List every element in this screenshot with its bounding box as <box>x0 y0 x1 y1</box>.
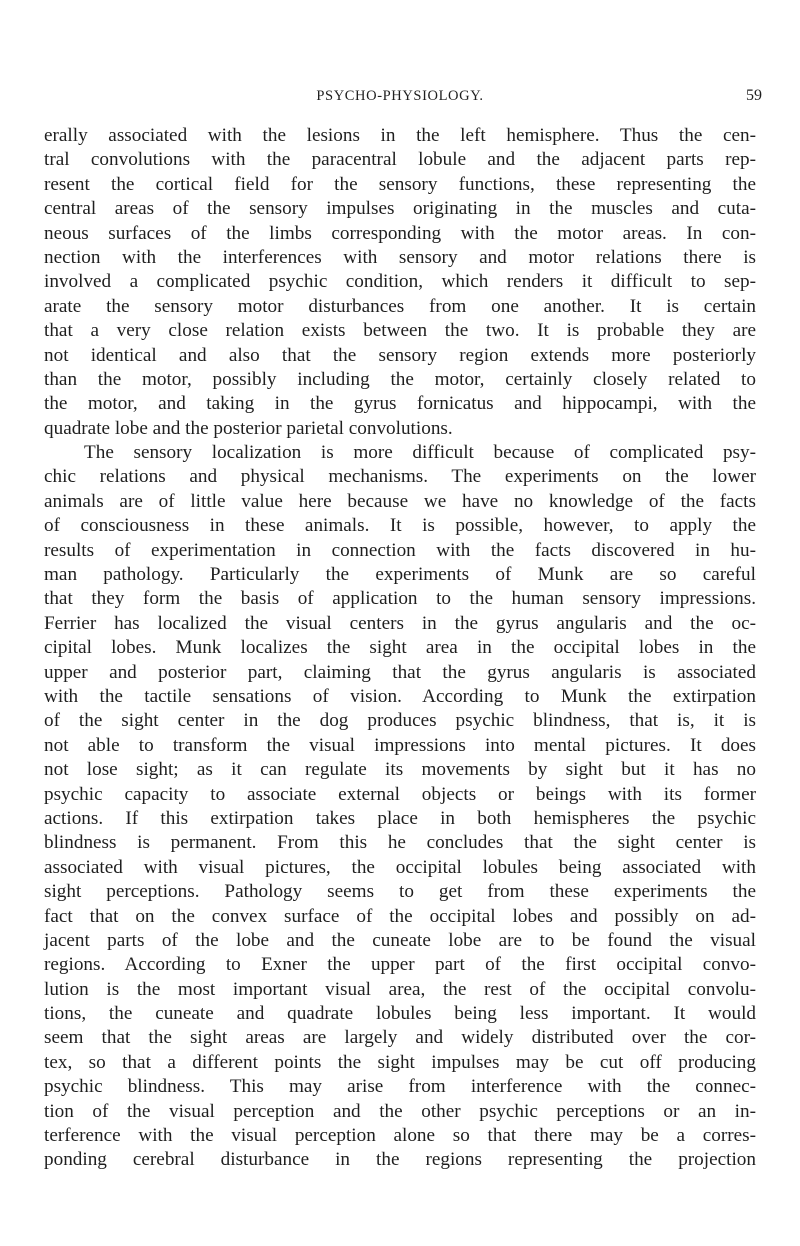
text-line: neous surfaces of the limbs corresponding with the motor areas. In con- <box>44 222 756 244</box>
text-line: terference with the visual perception alone so that there may be a corres- <box>44 1125 756 1147</box>
text-line: chic relations and physical mechanisms. The experiments on the lower <box>44 466 756 488</box>
text-line: erally associated with the lesions in the left hemisphere. Thus the cen- <box>44 125 756 146</box>
text-line: animals are of little value here because we have no knowledge of the facts <box>44 490 756 512</box>
text-line: blindness is permanent. From this he concludes that the sight center is <box>44 832 756 854</box>
text-line: fact that on the convex surface of the occipital lobes and possibly on ad- <box>44 905 756 927</box>
text-line: associated with visual pictures, the occipital lobules being associated with <box>44 856 756 878</box>
text-line: tion of the visual perception and the other psychic perceptions or an in- <box>44 1100 756 1122</box>
text-line: psychic blindness. This may arise from interference with the connec- <box>44 1076 756 1098</box>
text-line: the motor, and taking in the gyrus fornicatus and hippocampi, with the <box>44 393 756 415</box>
text-line: of the sight center in the dog produces psychic blindness, that is, it is <box>44 710 756 732</box>
page-number: 59 <box>746 87 762 104</box>
text-line: lution is the most important visual area, the rest of the occipital convolu- <box>44 978 756 1000</box>
text-line: sight perceptions. Pathology seems to get from these experiments the <box>44 881 756 903</box>
text-line: regions. According to Exner the upper part of the first occipital convo- <box>44 954 756 976</box>
text-line: cipital lobes. Munk localizes the sight area in the occipital lobes in the <box>44 637 756 659</box>
text-line: Ferrier has localized the visual centers in the gyrus angularis and the oc- <box>44 612 756 634</box>
text-line: not able to transform the visual impressions into mental pictures. It does <box>44 734 756 756</box>
text-line: of consciousness in these animals. It is possible, however, to apply the <box>44 515 756 537</box>
text-line: that they form the basis of application to the human sensory impressions. <box>44 588 756 610</box>
text-line: actions. If this extirpation takes place in both hemispheres the psychic <box>44 807 756 829</box>
text-line: tions, the cuneate and quadrate lobules being less important. It would <box>44 1003 756 1025</box>
text-line: involved a complicated psychic condition, which renders it difficult to sep- <box>44 271 756 293</box>
text-line: not identical and also that the sensory region extends more posteriorly <box>44 344 756 366</box>
text-line: upper and posterior part, claiming that the gyrus angularis is associated <box>44 661 756 683</box>
text-line: arate the sensory motor disturbances from one another. It is certain <box>44 295 756 317</box>
text-line: ponding cerebral disturbance in the regions representing the projection <box>44 1149 756 1171</box>
text-line-paragraph-start: The sensory localization is more difficult because of complicated psy- <box>84 442 756 464</box>
body-text <box>44 124 756 1173</box>
text-line: nection with the interferences with sensory and motor relations there is <box>44 246 756 268</box>
text-line: that a very close relation exists between the two. It is probable they are <box>44 320 756 342</box>
text-line: than the motor, possibly including the motor, certainly closely related to <box>44 368 756 390</box>
text-line: seem that the sight areas are largely and widely distributed over the cor- <box>44 1027 756 1049</box>
text-line: man pathology. Particularly the experiments of Munk are so careful <box>44 564 756 586</box>
text-line: results of experimentation in connection with the facts discovered in hu- <box>44 539 756 561</box>
text-line: resent the cortical field for the sensory functions, these representing the <box>44 173 756 195</box>
text-line: jacent parts of the lobe and the cuneate lobe are to be found the visual <box>44 929 756 951</box>
text-line: tex, so that a different points the sight impulses may be cut off producing <box>44 1051 756 1073</box>
text-line: psychic capacity to associate external objects or beings with its former <box>44 783 756 805</box>
page-header <box>0 88 800 110</box>
text-line: not lose sight; as it can regulate its movements by sight but it has no <box>44 759 756 781</box>
text-line: with the tactile sensations of vision. According to Munk the extirpation <box>44 685 756 707</box>
text-line: central areas of the sensory impulses originating in the muscles and cuta- <box>44 198 756 220</box>
text-line-paragraph-end: quadrate lobe and the posterior parietal convolutions. <box>44 417 453 439</box>
running-head: PSYCHO-PHYSIOLOGY. <box>316 88 484 104</box>
text-line: tral convolutions with the paracentral lobule and the adjacent parts rep- <box>44 149 756 171</box>
